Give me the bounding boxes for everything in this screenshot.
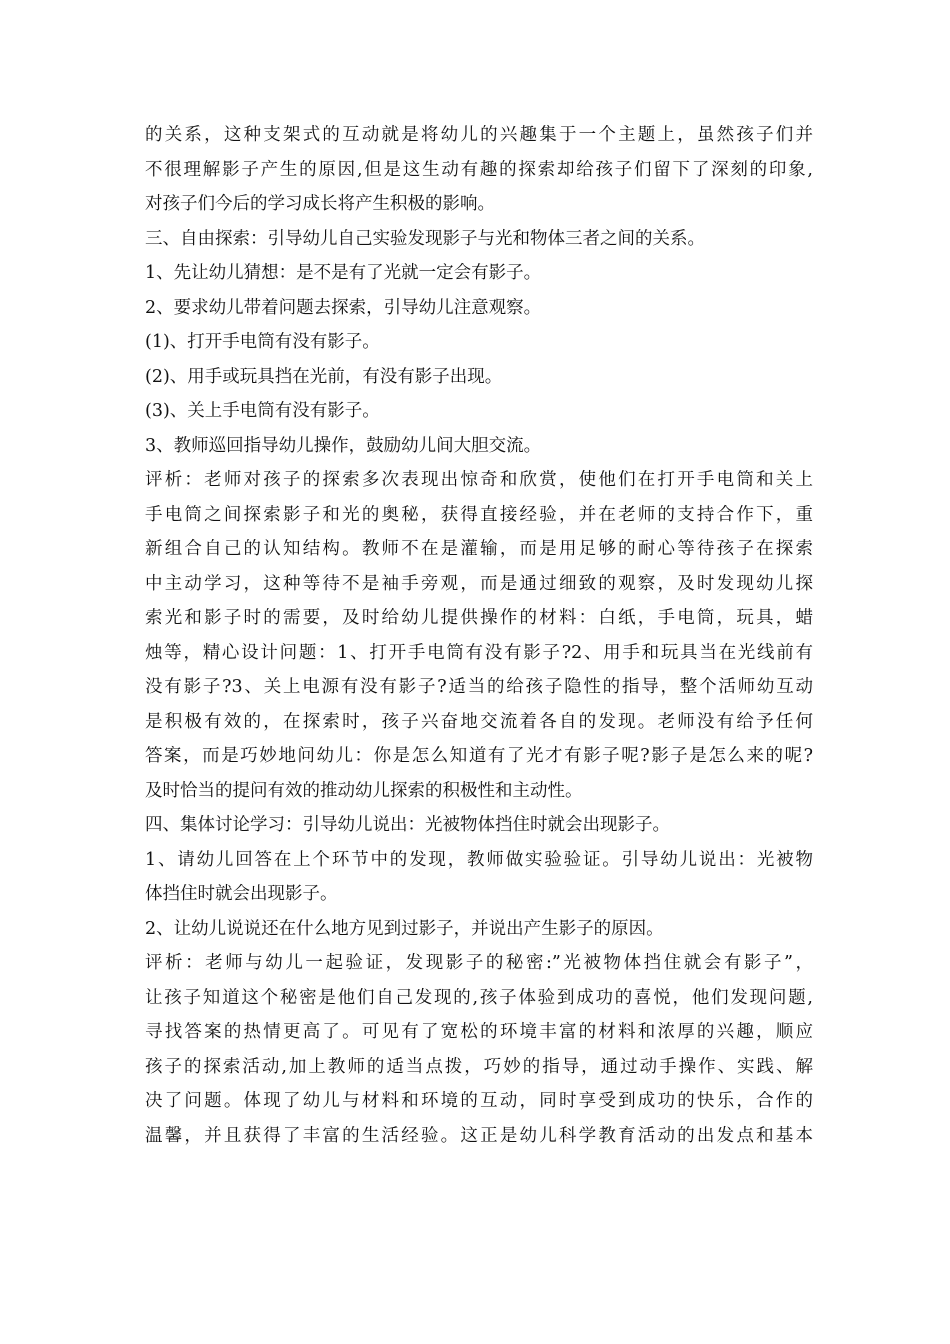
text-line: 答案，而是巧妙地问幼儿：你是怎么知道有了光才有影子呢?影子是怎么来的呢? (145, 746, 813, 766)
text-line: 手电筒之间探索影子和光的奥秘，获得直接经验，并在老师的支持合作下，重 (145, 504, 813, 525)
text-line: 没有影子?3、关上电源有没有影子?适当的给孩子隐性的指导，整个活师幼互动 (145, 677, 813, 697)
document-body (145, 118, 813, 1153)
text-line: 四、集体讨论学习：引导幼儿说出：光被物体挡住时就会出现影子。 (145, 815, 670, 835)
text-line: 2、要求幼儿带着问题去探索，引导幼儿注意观察。 (145, 297, 542, 318)
text-line: 索光和影子时的需要，及时给幼儿提供操作的材料：白纸，手电筒，玩具，蜡 (145, 608, 813, 628)
text-line: 新组合自己的认知结构。教师不在是灌输，而是用足够的耐心等待孩子在探索 (145, 539, 813, 559)
text-line: 寻找答案的热情更高了。可见有了宽松的环境丰富的材料和浓厚的兴趣，顺应 (145, 1022, 813, 1042)
text-line: 2、让幼儿说说还在什么地方见到过影子，并说出产生影子的原因。 (145, 918, 664, 939)
text-line: 对孩子们今后的学习成长将产生积极的影响。 (145, 194, 495, 214)
text-line: 评析：老师与幼儿一起验证，发现影子的秘密:”光被物体挡住就会有影子”， (145, 953, 813, 973)
text-line: 的关系，这种支架式的互动就是将幼儿的兴趣集于一个主题上，虽然孩子们并 (145, 125, 813, 145)
text-line: 1、先让幼儿猜想：是不是有了光就一定会有影子。 (145, 263, 542, 283)
text-line: 三、自由探索：引导幼儿自己实验发现影子与光和物体三者之间的关系。 (145, 228, 705, 249)
text-line: 及时恰当的提问有效的推动幼儿探索的积极性和主动性。 (145, 780, 583, 801)
text-line: 孩子的探索活动,加上教师的适当点拨，巧妙的指导，通过动手操作、实践、解 (145, 1056, 813, 1077)
text-line: 评析：老师对孩子的探索多次表现出惊奇和欣赏，使他们在打开手电筒和关上 (145, 470, 813, 490)
text-line: 体挡住时就会出现影子。 (145, 884, 338, 904)
text-line: 中主动学习，这种等待不是袖手旁观，而是通过细致的观察，及时发现幼儿探 (145, 573, 813, 594)
text-line: 1、请幼儿回答在上个环节中的发现，教师做实验验证。引导幼儿说出：光被物 (145, 849, 813, 870)
text-line: 让孩子知道这个秘密是他们自己发现的,孩子体验到成功的喜悦，他们发现问题, (145, 987, 813, 1008)
text-line: (1)、打开手电筒有没有影子。 (145, 332, 380, 352)
text-line: (2)、用手或玩具挡在光前，有没有影子出现。 (145, 366, 503, 387)
text-line: (3)、关上手电筒有没有影子。 (145, 401, 380, 421)
text-line: 烛等，精心设计问题：1、打开手电筒有没有影子?2、用手和玩具当在光线前有 (145, 642, 813, 663)
text-line: 决了问题。体现了幼儿与材料和环境的互动，同时享受到成功的快乐，合作的 (145, 1091, 813, 1111)
text-line: 温馨，并且获得了丰富的生活经验。这正是幼儿科学教育活动的出发点和基本 (145, 1125, 813, 1146)
text-line: 3、教师巡回指导幼儿操作，鼓励幼儿间大胆交流。 (145, 435, 542, 456)
text-line: 不很理解影子产生的原因,但是这生动有趣的探索却给孩子们留下了深刻的印象, (145, 159, 813, 180)
text-line: 是积极有效的，在探索时，孩子兴奋地交流着各自的发现。老师没有给予任何 (145, 711, 813, 732)
